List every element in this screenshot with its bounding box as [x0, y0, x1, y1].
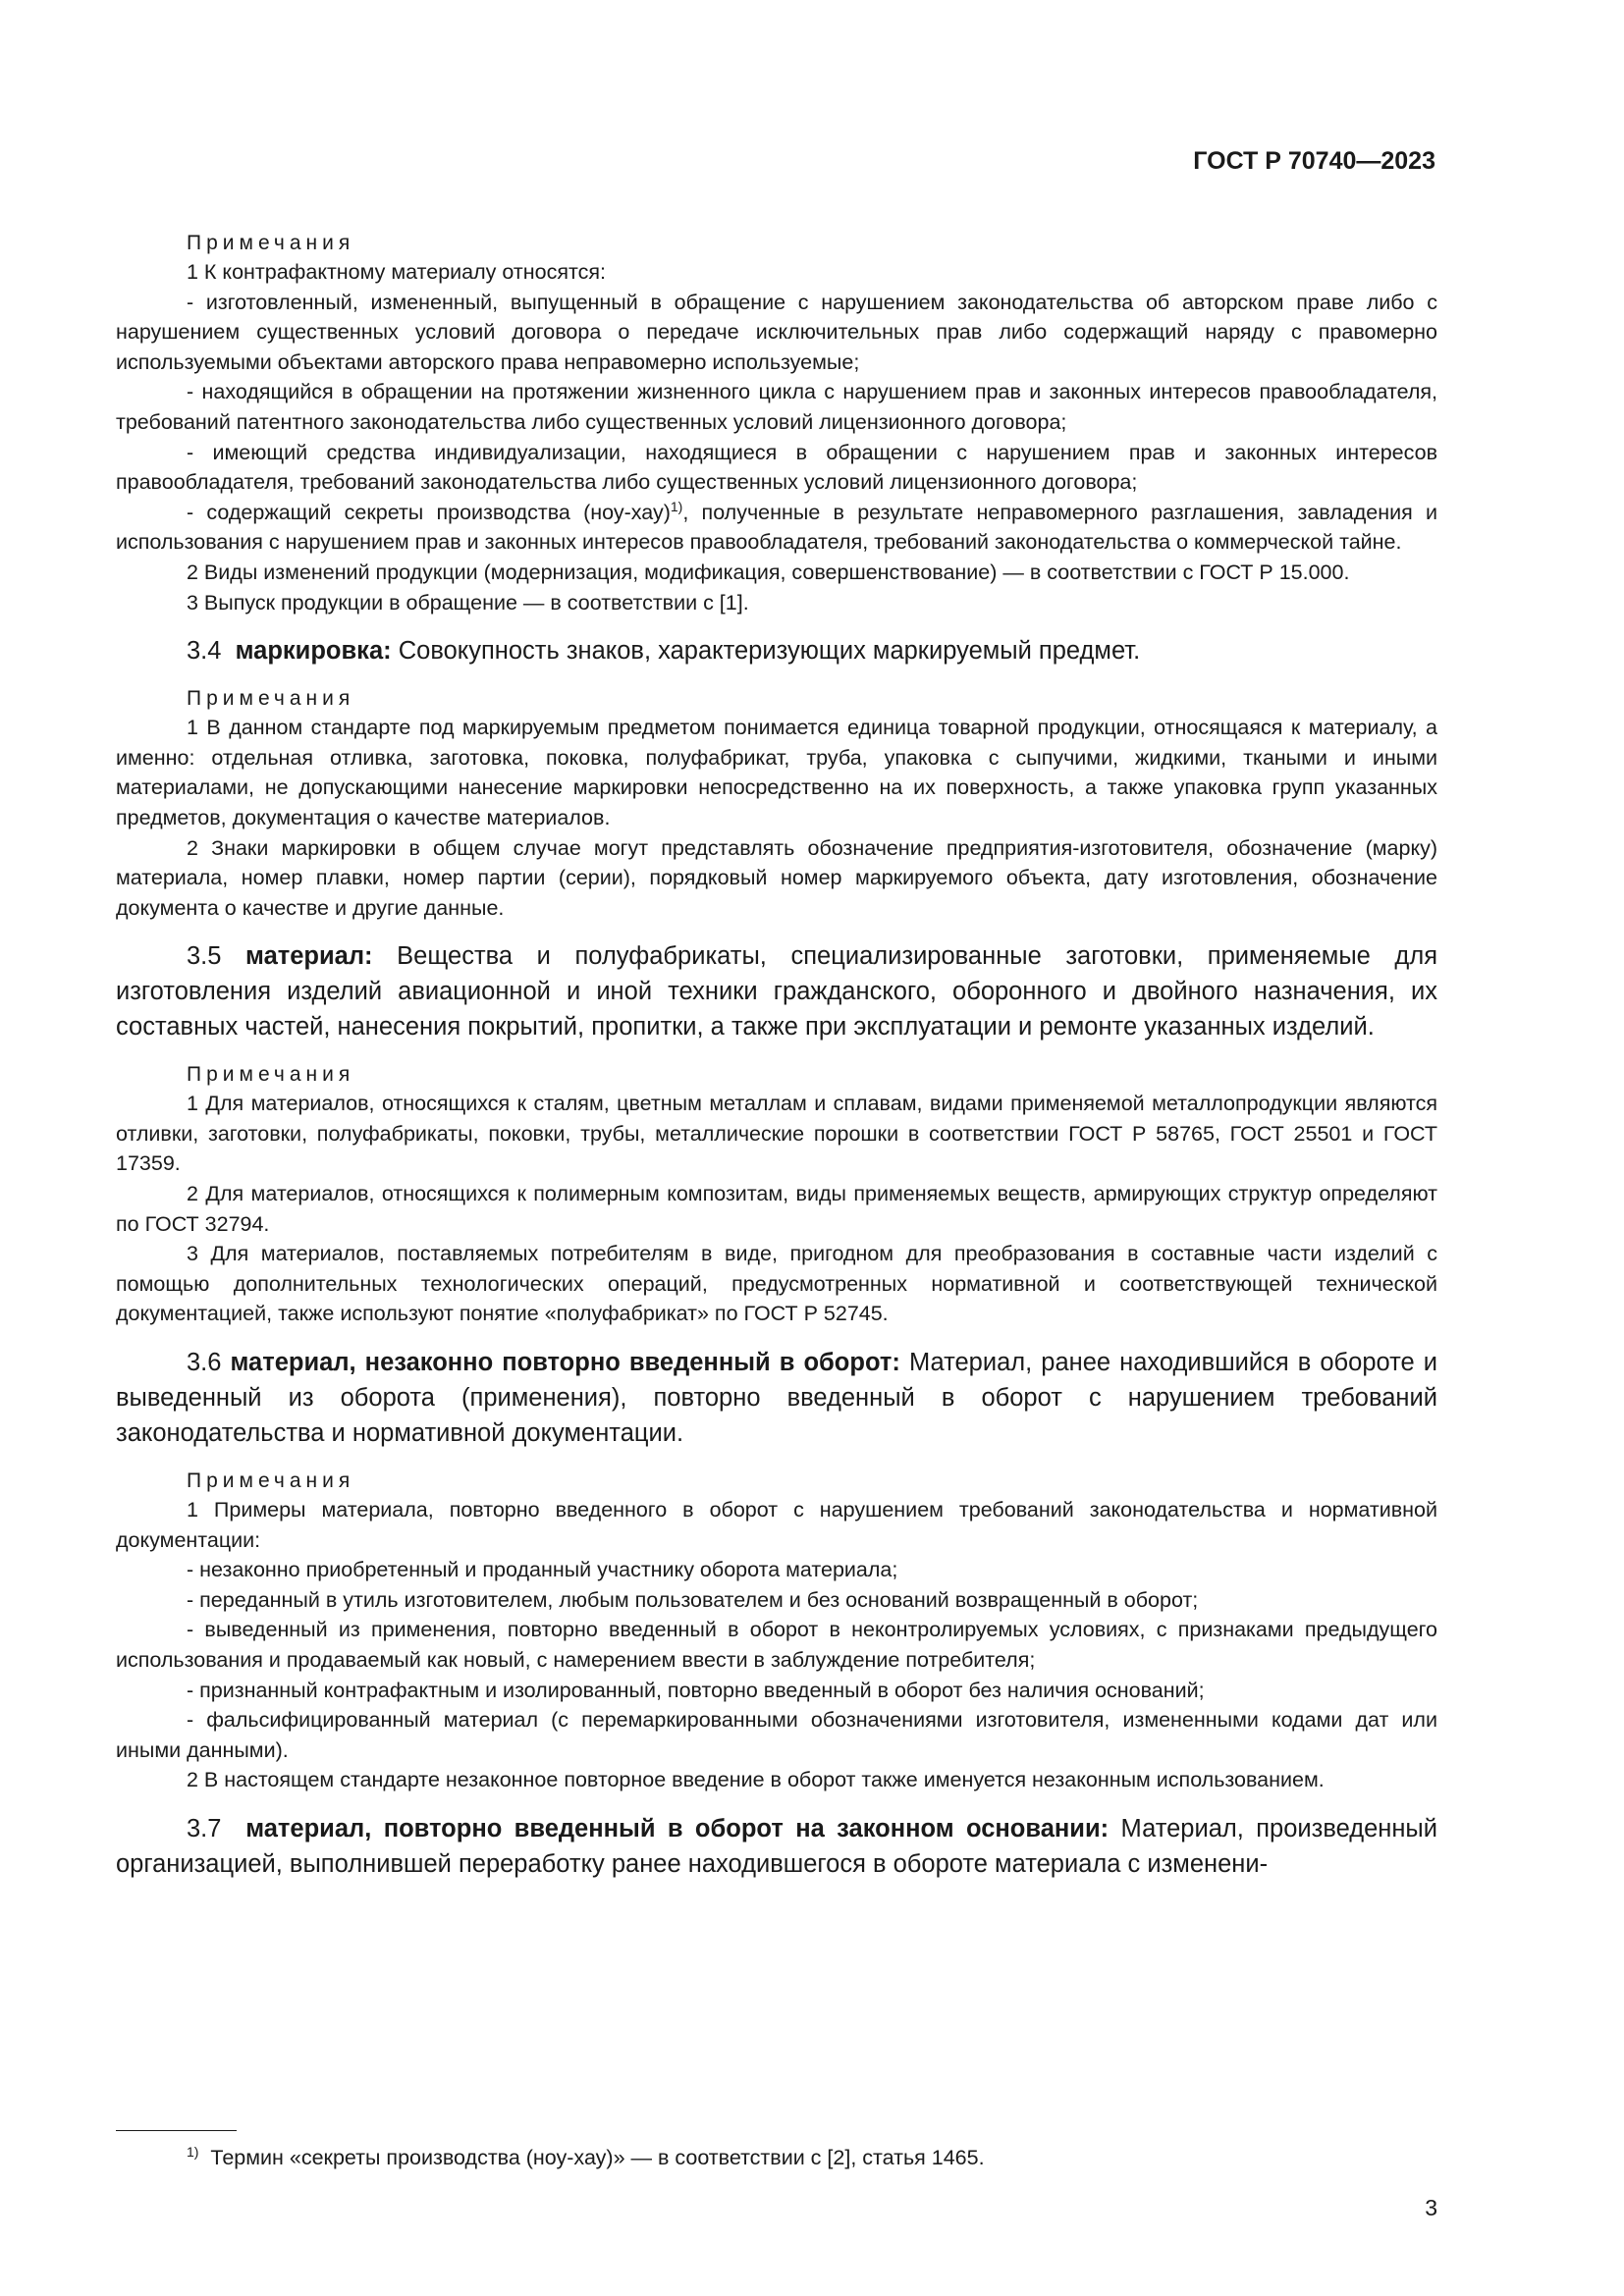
note-line: 1 В данном стандарте под маркируемым предметом понимается единица товарной продукции, относящаяся к материалу, а именно: отдельная отливка, заготовка, поковка, полуфабрикат, труба, упаковка с сыпучими, жидкими, ткаными и иными материалами, не допускающими нанесение маркировки непосредственно на их поверхность, а также упаковка групп указанных предметов, документация о качестве материалов. — [116, 716, 1437, 829]
note-line: - переданный в утиль изготовителем, любым пользователем и без оснований возвращенный в оборот; — [187, 1587, 1199, 1612]
notes-heading: Примечания — [187, 1469, 355, 1493]
document-code: ГОСТ Р 70740—2023 — [1193, 147, 1435, 175]
note-line: 1 Для материалов, относящихся к сталям, цветным металлам и сплавам, видами применяемой металлопродукции являются отливки, заготовки, полуфабрикаты, поковки, трубы, металлические порошки в соответствии ГОСТ Р 58765, ГОСТ 25501 и ГОСТ 17359. — [116, 1092, 1437, 1176]
page-number: 3 — [1425, 2195, 1437, 2220]
note-line: 3 Выпуск продукции в обращение — в соответствии с [1]. — [187, 590, 749, 614]
knowhow-text-post: , полученные в результате неправомерного разглашения, завладения и использования с нарушением прав и законных интересов правообладателя, требований законодательства о коммерческой тайне. — [116, 500, 1437, 555]
note-line: - незаконно приобретенный и проданный участнику оборота материала; — [187, 1558, 898, 1582]
note-line: - изготовленный, измененный, выпущенный в обращение с нарушением законодательства об авторском праве либо с нарушением существенных условий договора о передаче исключительных прав либо содержащий наряду с правомерно используемыми объектами авторского права неправомерно используемые; — [116, 290, 1437, 374]
note-line: 2 Знаки маркировки в общем случае могут представлять обозначение предприятия-изготовителя, обозначение (марку) материала, номер плавки, номер партии (серии), порядковый номер маркируемого объекта, дату изготовления, обозначение документа о качестве и другие данные. — [116, 835, 1437, 920]
term-number: 3.6 — [187, 1349, 222, 1377]
notes-heading: Примечания — [187, 1063, 355, 1087]
note-line: - признанный контрафактным и изолированный, повторно введенный в оборот без наличия оснований; — [187, 1678, 1205, 1702]
term-definition: Материал, произведенный организацией, выполнившей переработку ранее находившегося в обороте материала с изменени- — [116, 1814, 1438, 1878]
footnote-ref[interactable]: 1) — [670, 498, 683, 514]
footnote-text: Термин «секреты производства (ноу-хау)» — в соответствии с [2], статья 1465. — [210, 2146, 985, 2169]
note-line: 1 К контрафактному материалу относятся: — [187, 260, 606, 284]
knowhow-text-pre: - содержащий секреты производства (ноу-хау) — [187, 500, 671, 524]
footnote-separator — [116, 2130, 237, 2131]
notes-heading: Примечания — [187, 687, 355, 711]
footnote — [187, 2143, 985, 2170]
footnote-marker: 1) — [187, 2143, 199, 2160]
term-3-6 — [116, 1345, 1437, 1451]
note-line: - имеющий средства индивидуализации, находящиеся в обращении с нарушением прав и законных интересов правообладателя, требований законодательства либо существенных условий лицензионного договора; — [116, 440, 1437, 495]
note-line: 1 Примеры материала, повторно введенного в оборот с нарушением требований законодательства и нормативной документации: — [116, 1498, 1437, 1552]
term-name: материал: — [245, 942, 373, 971]
term-number: 3.7 — [187, 1814, 222, 1842]
note-line: 3 Для материалов, поставляемых потребителям в виде, пригодном для преобразования в составные части изделий с помощью дополнительных технологических операций, предусмотренных нормативной и соответствующей технической документацией, также используют понятие «полуфабрикат» по ГОСТ Р 52745. — [116, 1242, 1437, 1326]
term-name: материал, незаконно повторно введенный в оборот: — [230, 1349, 900, 1377]
note-line: - находящийся в обращении на протяжении жизненного цикла с нарушением прав и законных интересов правообладателя, требований патентного законодательства либо существенных условий лицензионного договора; — [116, 380, 1437, 434]
document-body — [116, 221, 1437, 1897]
note-line: - фальсифицированный материал (с перемаркированными обозначениями изготовителя, измененными кодами дат или иными данными). — [116, 1708, 1437, 1762]
term-3-5 — [116, 938, 1437, 1044]
term-3-7 — [116, 1811, 1437, 1882]
term-name: маркировка: — [235, 637, 392, 666]
term-3-4 — [116, 633, 1437, 668]
term-number: 3.4 — [187, 637, 222, 666]
term-definition: Вещества и полуфабрикаты, специализированные заготовки, применяемые для изготовления изделий авиационной и иной техники гражданского, оборонного и двойного назначения, их составных частей, нанесения покрытий, пропитки, а также при эксплуатации и ремонте указанных изделий. — [116, 942, 1438, 1041]
note-line: 2 Виды изменений продукции (модернизация, модификация, совершенствование) — в соответствии с ГОСТ Р 15.000. — [187, 560, 1350, 584]
term-number: 3.5 — [187, 942, 222, 971]
term-definition: Материал, ранее находившийся в обороте и выведенный из оборота (применения), повторно введенный в оборот с нарушением требований законодательства и нормативной документации. — [116, 1349, 1437, 1448]
note-line-knowhow — [116, 498, 1437, 558]
notes-heading: Примечания — [187, 232, 355, 254]
note-line: - выведенный из применения, повторно введенный в оборот в неконтролируемых условиях, с признаками предыдущего использования и продаваемый как новый, с намерением ввести в заблуждение потребителя; — [116, 1618, 1437, 1672]
note-line: 2 В настоящем стандарте незаконное повторное введение в оборот также именуется незаконным использованием. — [187, 1768, 1325, 1792]
term-name: материал, повторно введенный в оборот на законном основании: — [245, 1814, 1110, 1842]
note-line: 2 Для материалов, относящихся к полимерным композитам, виды применяемых веществ, армирующих структур определяют по ГОСТ 32794. — [116, 1182, 1437, 1236]
term-definition: Совокупность знаков, характеризующих маркируемый предмет. — [398, 637, 1141, 666]
